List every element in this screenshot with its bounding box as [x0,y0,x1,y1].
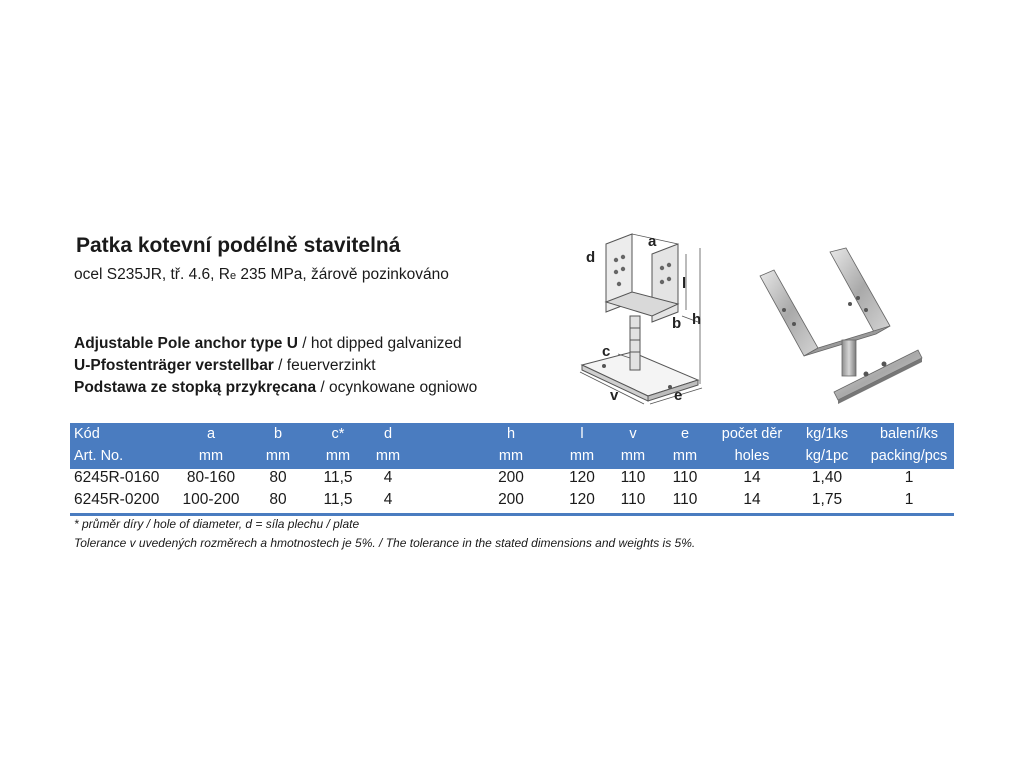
dim-label-v: v [610,387,619,404]
dim-label-a: a [648,233,657,250]
header-c: c* [331,426,345,442]
header-packing: balení/ks [879,426,939,442]
cell-holes: 14 [743,469,761,486]
variant-pl-finish: / ocynkowane ogniowo [316,379,478,396]
header-l: l [580,426,584,442]
spec-text-after: 235 MPa, žárově pozinkováno [236,266,449,283]
header-unit-l: mm [569,448,595,464]
cell-v: 110 [620,469,646,486]
header-unit-code: Art. No. [74,448,124,464]
cell-d: 4 [383,469,393,486]
cell-a: 80-160 [186,469,236,486]
header-unit-holes: holes [734,448,770,464]
cell-packing: 1 [904,491,914,508]
header-unit-h: mm [498,448,524,464]
material-spec [74,266,449,284]
header-a: a [206,426,216,442]
header-unit-b: mm [265,448,291,464]
cell-code: 6245R-0200 [74,491,160,508]
variant-en-finish: / hot dipped galvanized [297,335,462,352]
variant-pl-name: Podstawa ze stopką przykręcana [74,379,317,396]
cell-e: 110 [672,469,698,486]
header-h: h [506,426,516,442]
header-b: b [273,426,283,442]
cell-v: 110 [620,491,646,508]
cell-a: 100-200 [182,491,240,508]
table-rule-bottom [70,513,954,516]
header-e: e [680,426,690,442]
variant-en [74,335,462,353]
dim-label-c: c [602,343,611,360]
variant-de-finish: / feuerverzinkt [273,357,376,374]
technical-drawing [578,224,708,414]
header-unit-a: mm [198,448,224,464]
header-unit-weight: kg/1pc [805,448,849,464]
dim-label-d: d [586,249,596,266]
footnote-diameter: * průměr díry / hole of diameter, d = síla plechu / plate [74,517,360,531]
header-code: Kód [74,426,100,442]
cell-l: 120 [569,469,595,486]
dim-label-e: e [674,387,683,404]
cell-packing: 1 [904,469,914,486]
cell-c: 11,5 [323,469,353,486]
header-d: d [383,426,393,442]
spec-text-before: ocel S235JR, tř. 4.6, R [74,266,230,283]
header-weight: kg/1ks [806,426,848,442]
cell-d: 4 [383,491,393,508]
dim-label-l: l [682,275,687,292]
variant-de [74,357,376,375]
cell-h: 200 [498,491,524,508]
header-unit-v: mm [620,448,646,464]
header-v: v [629,426,637,442]
cell-b: 80 [269,469,287,486]
dim-label-b: b [672,315,682,332]
header-unit-packing: packing/pcs [870,448,948,464]
spec-subscript: e [229,270,237,282]
header-unit-e: mm [672,448,698,464]
product-photo [754,240,926,408]
cell-weight: 1,75 [811,491,843,508]
cell-holes: 14 [743,491,761,508]
cell-h: 200 [498,469,524,486]
cell-code: 6245R-0160 [74,469,160,486]
cell-weight: 1,40 [811,469,843,486]
variant-pl [74,379,477,397]
cell-e: 110 [672,491,698,508]
cell-c: 11,5 [323,491,353,508]
header-unit-d: mm [375,448,401,464]
header-unit-c: mm [325,448,351,464]
dim-label-h: h [692,311,702,328]
footnote-tolerance: Tolerance v uvedených rozměrech a hmotnostech je 5%. / The tolerance in the stated dimensions and weights is 5%. [74,536,696,550]
product-title: Patka kotevní podélně stavitelná [76,234,401,257]
header-holes: počet děr [721,426,783,442]
variant-en-name: Adjustable Pole anchor type U [74,335,298,352]
variant-de-name: U-Pfostenträger verstellbar [74,357,274,374]
cell-b: 80 [269,491,287,508]
cell-l: 120 [569,491,595,508]
